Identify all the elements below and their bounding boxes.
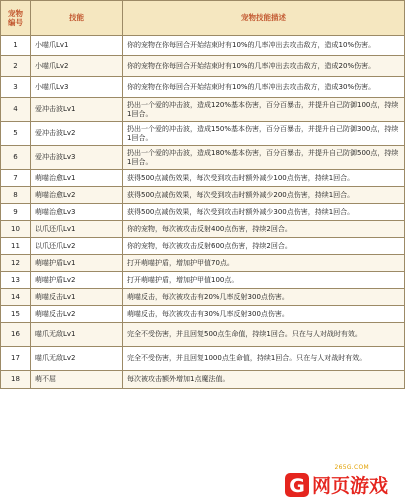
row-skill-name: 萌喵反击Lv1 [31,289,123,306]
row-skill-description: 获得500点减伤效果，每次受到攻击时额外减少200点伤害，持续1回合。 [123,187,405,204]
table-body [1,36,405,389]
row-skill-name: 萌喵治愈Lv2 [31,187,123,204]
table-row [1,204,405,221]
row-skill-name: 喵爪无敌Lv1 [31,323,123,347]
watermark-site: 265G.COM [334,464,369,471]
row-skill-name: 喵爪无敌Lv2 [31,347,123,371]
svg-text:G: G [289,475,305,497]
row-skill-name: 小喵爪Lv3 [31,77,123,98]
row-index: 13 [1,272,31,289]
row-index: 11 [1,238,31,255]
table-header-row [1,1,405,36]
row-index: 10 [1,221,31,238]
row-index: 7 [1,170,31,187]
row-index: 8 [1,187,31,204]
row-skill-description: 打开萌喵护盾，增加护甲值100点。 [123,272,405,289]
row-index: 12 [1,255,31,272]
row-index: 17 [1,347,31,371]
table-row [1,221,405,238]
row-skill-name: 以爪还爪Lv2 [31,238,123,255]
watermark [283,464,403,498]
row-skill-name: 以爪还爪Lv1 [31,221,123,238]
table-row [1,306,405,323]
row-skill-description: 扔出一个爱的冲击波，造成180%基本伤害，百分百暴击，并提升自己防御500点，持续1回合。 [123,146,405,170]
row-index: 14 [1,289,31,306]
row-index: 6 [1,146,31,170]
row-skill-description: 扔出一个爱的冲击波，造成120%基本伤害，百分百暴击，并提升自己防御100点，持续1回合。 [123,98,405,122]
row-skill-description: 完全不受伤害，并且回复1000点生命值，持续1回合。只在与人对战时有效。 [123,347,405,371]
row-index: 16 [1,323,31,347]
row-index: 1 [1,36,31,56]
row-skill-description: 你的宠物，每次被攻击反射400点伤害，持续2回合。 [123,221,405,238]
row-skill-description: 你的宠物在你每回合开始结束时有10%的几率冲出去攻击敌方，造成20%伤害。 [123,56,405,77]
row-skill-name: 萌喵护盾Lv2 [31,272,123,289]
row-index: 3 [1,77,31,98]
table-row [1,187,405,204]
row-skill-name: 爱冲击波Lv1 [31,98,123,122]
row-skill-description: 你的宠物，每次被攻击反射600点伤害，持续2回合。 [123,238,405,255]
row-skill-name: 爱冲击波Lv2 [31,122,123,146]
row-skill-description: 打开萌喵护盾，增加护甲值70点。 [123,255,405,272]
row-skill-description: 萌喵反击，每次被攻击有30%几率反射300点伤害。 [123,306,405,323]
row-skill-description: 你的宠物在你每回合开始结束时有10%的几率冲出去攻击敌方，造成30%伤害。 [123,77,405,98]
table-row [1,371,405,389]
row-skill-name: 萌喵治愈Lv3 [31,204,123,221]
table-row [1,98,405,122]
table-row [1,36,405,56]
header-index: 宠物编号 [1,1,31,36]
265g-logo-icon [285,472,401,498]
row-index: 15 [1,306,31,323]
row-index: 4 [1,98,31,122]
row-skill-name: 萌喵护盾Lv1 [31,255,123,272]
table-row [1,238,405,255]
row-skill-description: 获得500点减伤效果，每次受到攻击时额外减少300点伤害，持续1回合。 [123,204,405,221]
table-row [1,323,405,347]
table-row [1,272,405,289]
table-row [1,56,405,77]
svg-text:网页游戏: 网页游戏 [312,475,389,497]
row-skill-description: 扔出一个爱的冲击波，造成150%基本伤害，百分百暴击，并提升自己防御300点，持续1回合。 [123,122,405,146]
table-row [1,255,405,272]
table-row [1,170,405,187]
row-index: 18 [1,371,31,389]
row-skill-name: 爱冲击波Lv3 [31,146,123,170]
header-skill: 技能 [31,1,123,36]
table-row [1,122,405,146]
row-index: 5 [1,122,31,146]
header-description: 宠物技能描述 [123,1,405,36]
row-skill-name: 萌喵治愈Lv1 [31,170,123,187]
row-index: 9 [1,204,31,221]
row-skill-name: 小喵爪Lv1 [31,36,123,56]
row-skill-name: 萌不屈 [31,371,123,389]
row-skill-description: 每次被攻击额外增加1点魔法值。 [123,371,405,389]
table-row [1,289,405,306]
row-skill-name: 小喵爪Lv2 [31,56,123,77]
row-skill-description: 萌喵反击，每次被攻击有20%几率反射300点伤害。 [123,289,405,306]
row-index: 2 [1,56,31,77]
table-row [1,77,405,98]
table-row [1,347,405,371]
row-skill-name: 萌喵反击Lv2 [31,306,123,323]
row-skill-description: 你的宠物在你每回合开始结束时有10%的几率冲出去攻击敌方，造成10%伤害。 [123,36,405,56]
table-row [1,146,405,170]
row-skill-description: 完全不受伤害，并且回复500点生命值，持续1回合。只在与人对战时有效。 [123,323,405,347]
row-skill-description: 获得500点减伤效果，每次受到攻击时额外减少100点伤害，持续1回合。 [123,170,405,187]
